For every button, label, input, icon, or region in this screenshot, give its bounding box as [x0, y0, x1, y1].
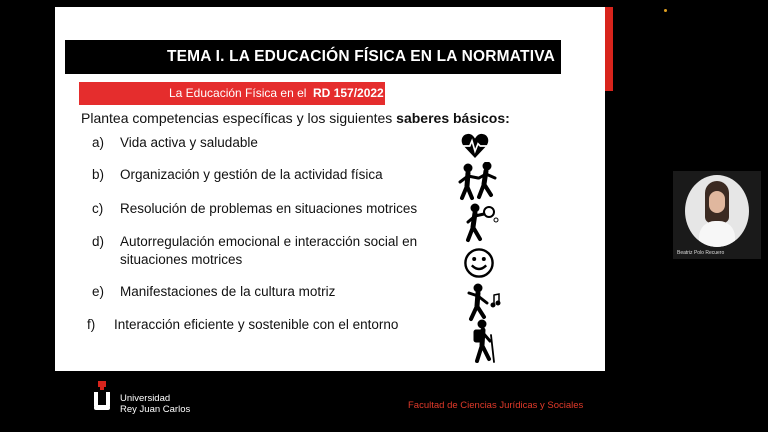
list-item [92, 233, 417, 269]
list-item-text: Resolución de problemas en situaciones motrices [120, 201, 418, 216]
list-item-letter: c) [92, 201, 104, 216]
list-item-letter: d) [92, 234, 105, 249]
hiker-icon [465, 319, 501, 363]
list-item-letter: f) [87, 317, 96, 332]
university-name-line1: Universidad [120, 393, 171, 404]
university-name [120, 393, 190, 415]
list-item-text: Vida activa y saludable [120, 135, 258, 150]
list-item-letter: a) [92, 135, 105, 150]
intro-bold: saberes básicos: [396, 110, 510, 126]
slide-title-bar [65, 40, 561, 74]
list-item-letter: e) [92, 284, 105, 299]
accent-bar [605, 7, 613, 91]
list-item [92, 166, 383, 184]
list-item [92, 283, 335, 301]
list-item [92, 200, 417, 218]
list-item [87, 316, 398, 334]
webcam-avatar [685, 175, 749, 247]
subtitle-bar [79, 82, 385, 105]
intro-pre: Plantea competencias específicas y los siguientes [81, 110, 393, 126]
list-item-text: Interacción eficiente y sostenible con el entorno [114, 317, 399, 332]
list-item-text: Autorregulación emocional e interacción social en [120, 234, 418, 249]
list-item-letter: b) [92, 167, 105, 182]
university-logo [93, 381, 111, 411]
people-playing-icon [453, 162, 503, 202]
status-dot [664, 9, 667, 12]
list-item-text-line2: situaciones motrices [120, 252, 243, 267]
intro-text [81, 110, 510, 126]
webcam-name: Beatriz Polo Recuero [677, 250, 725, 256]
heart-pulse-icon [460, 131, 490, 161]
subtitle-bold: RD 157/2022 [313, 86, 384, 100]
tennis-player-icon [460, 203, 500, 243]
list-item [92, 134, 258, 152]
smiley-face-icon [463, 247, 495, 279]
slide-title: TEMA I. LA EDUCACIÓN FÍSICA EN LA NORMATIVA [166, 48, 555, 65]
webcam-thumbnail[interactable] [673, 171, 761, 259]
slide [55, 7, 605, 371]
subtitle-text: La Educación Física en el [169, 86, 307, 100]
list-item-text: Organización y gestión de la actividad física [120, 167, 383, 182]
university-name-line2: Rey Juan Carlos [120, 404, 191, 415]
faculty-name: Facultad de Ciencias Jurídicas y Sociales [408, 400, 584, 411]
dancer-music-icon [463, 283, 503, 323]
list-item-text: Manifestaciones de la cultura motriz [120, 284, 336, 299]
